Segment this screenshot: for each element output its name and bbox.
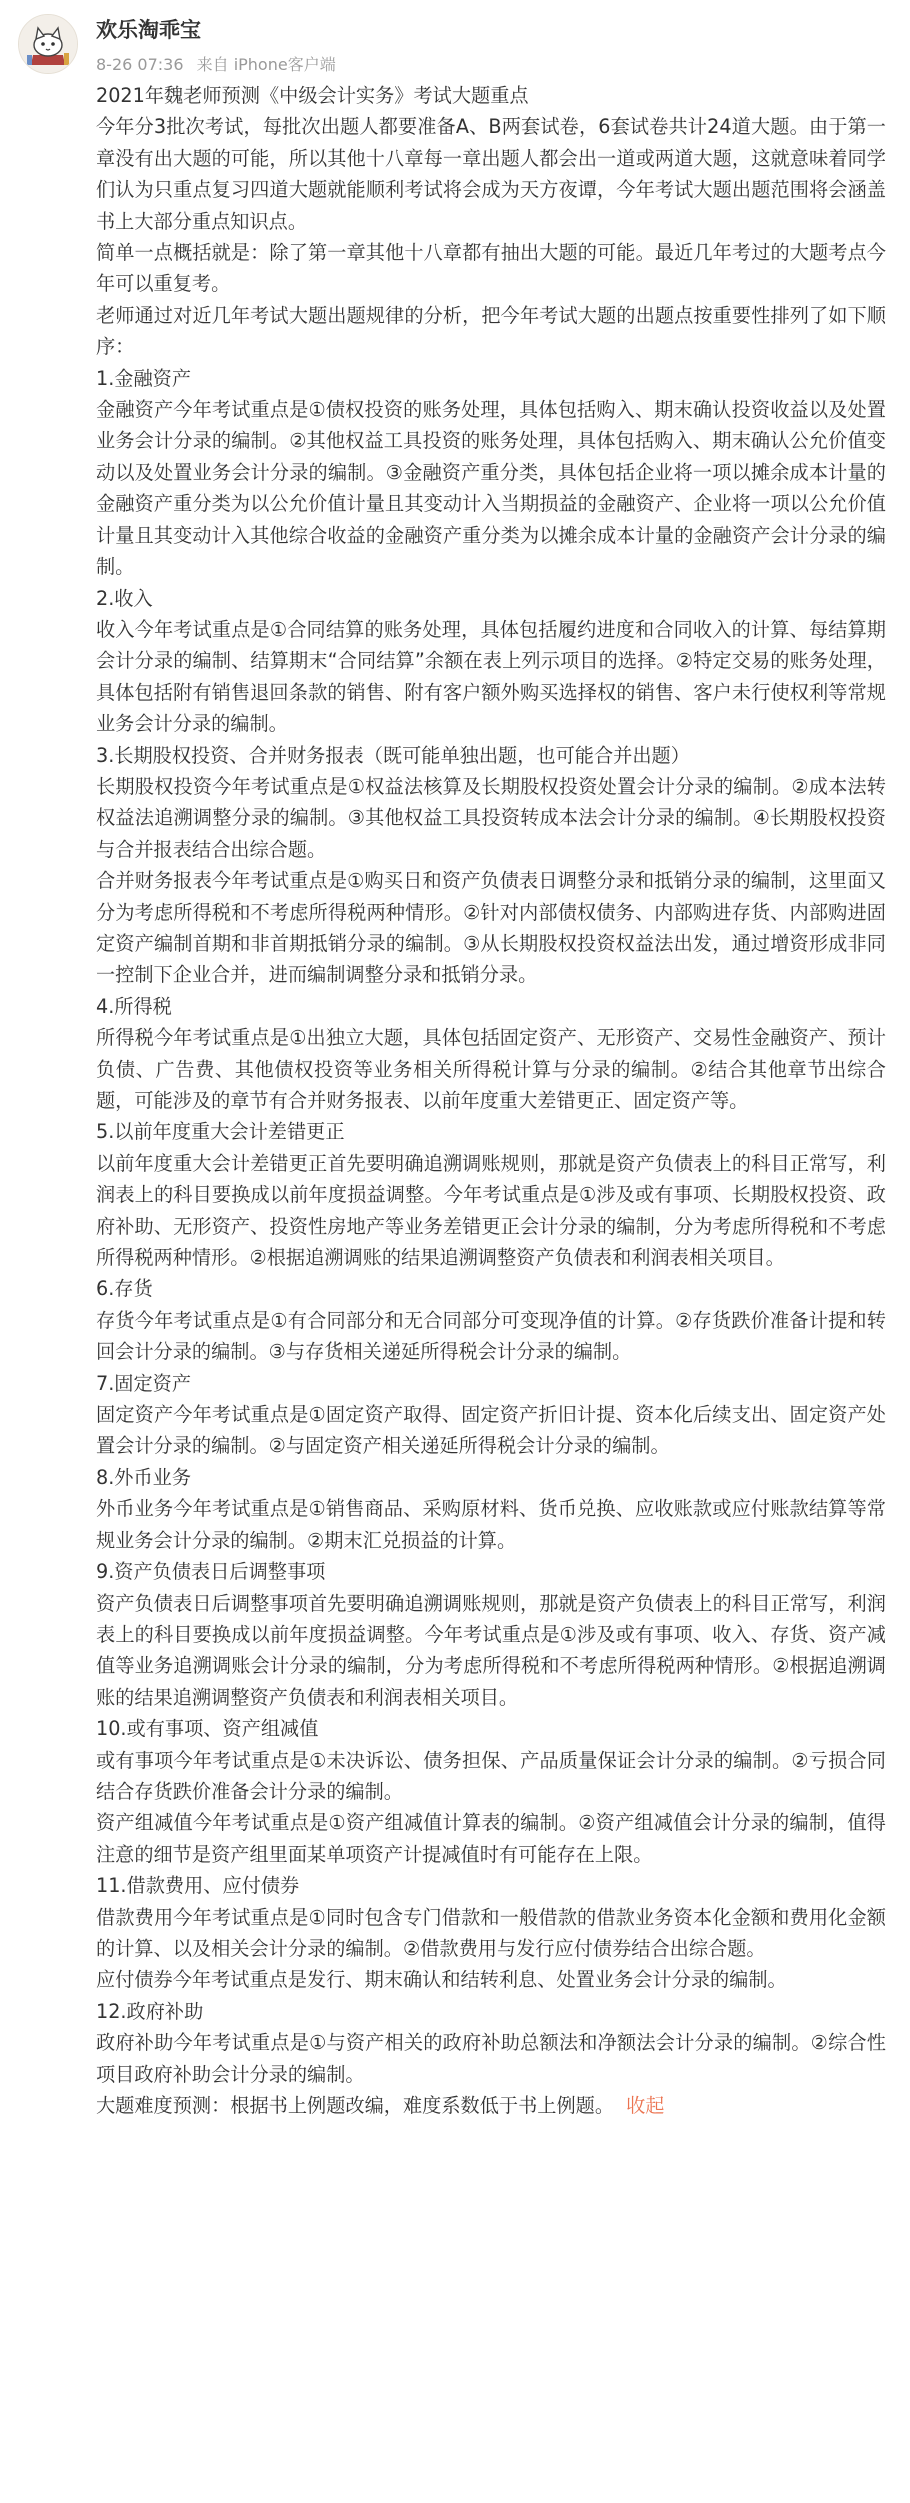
post-header	[0, 0, 910, 78]
paragraph: 外币业务今年考试重点是①销售商品、采购原材料、货币兑换、应收账款或应付账款结算等常规业务会计分录的编制。②期末汇兑损益的计算。	[96, 1497, 886, 1552]
avatar[interactable]	[18, 14, 78, 74]
section-heading: 4.所得税	[96, 994, 172, 1018]
paragraph: 固定资产今年考试重点是①固定资产取得、固定资产折旧计提、资本化后续支出、固定资产处置会计分录的编制。②与固定资产相关递延所得税会计分录的编制。	[96, 1403, 886, 1458]
post-meta	[96, 52, 344, 75]
paragraph: 资产负债表日后调整事项首先要明确追溯调账规则，那就是资产负债表上的科目正常写，利润表上的科目要换成以前年度损益调整。今年考试重点是①涉及或有事项、收入、存货、资产减值等业务追溯调账会计分录的编制，分为考虑所得税和不考虑所得税两种情形。②根据追溯调账的结果追溯调整资产负债表和利润表相关项目。	[96, 1591, 886, 1709]
collapse-link[interactable]: 收起	[626, 2094, 665, 2117]
paragraph: 所得税今年考试重点是①出独立大题，具体包括固定资产、无形资产、交易性金融资产、预计负债、广告费、其他债权投资等业务相关所得税计算与分录的编制。②结合其他章节出综合题，可能涉及的章节有合并财务报表、以前年度重大差错更正、固定资产等。	[96, 1026, 886, 1112]
paragraph: 以前年度重大会计差错更正首先要明确追溯调账规则，那就是资产负债表上的科目正常写，利润表上的科目要换成以前年度损益调整。今年考试重点是①涉及或有事项、长期股权投资、政府补助、无形资产、投资性房地产等业务差错更正会计分录的编制，分为考虑所得税和不考虑所得税两种情形。②根据追溯调账的结果追溯调整资产负债表和利润表相关项目。	[96, 1151, 886, 1270]
section-heading: 3.长期股权投资、合并财务报表（既可能单独出题，也可能合并出题）	[96, 743, 690, 767]
section-heading: 2.收入	[96, 586, 153, 610]
cat-avatar-icon	[19, 15, 77, 73]
paragraph: 长期股权投资今年考试重点是①权益法核算及长期股权投资处置会计分录的编制。②成本法转权益法追溯调整分录的编制。③其他权益工具投资转成本法会计分录的编制。④长期股权投资与合并报表结合出综合题。	[96, 774, 886, 861]
closing-line	[96, 2090, 886, 2121]
paragraph: 简单一点概括就是：除了第一章其他十八章都有抽出大题的可能。最近几年考过的大题考点今年可以重复考。	[96, 241, 886, 296]
section-heading: 10.或有事项、资产组减值	[96, 1717, 319, 1741]
username[interactable]: 欢乐淘乖宝	[96, 18, 201, 42]
section-heading: 5.以前年度重大会计差错更正	[96, 1120, 345, 1144]
paragraph: 资产组减值今年考试重点是①资产组减值计算表的编制。②资产组减值会计分录的编制，值得注意的细节是资产组里面某单项资产计提减值时有可能存在上限。	[96, 1811, 886, 1866]
paragraph: 今年分3批次考试，每批次出题人都要准备A、B两套试卷，6套试卷共计24道大题。由于第一章没有出大题的可能，所以其他十八章每一章出题人都会出一道或两道大题，这就意味着同学们认为只重点复习四道大题就能顺利考试将会成为天方夜谭，今年考试大题出题范围将会涵盖书上大部分重点知识点。	[96, 115, 886, 233]
section-heading: 11.借款费用、应付债券	[96, 1874, 300, 1898]
paragraph: 应付债券今年考试重点是发行、期末确认和结转利息、处置业务会计分录的编制。	[96, 1968, 787, 1992]
section-heading: 1.金融资产	[96, 366, 192, 390]
post-time: 8-26 07:36	[96, 55, 184, 74]
section-heading: 6.存货	[96, 1277, 153, 1301]
paragraph: 金融资产今年考试重点是①债权投资的账务处理，具体包括购入、期末确认投资收益以及处置业务会计分录的编制。②其他权益工具投资的账务处理，具体包括购入、期末确认公允价值变动以及处置业务会计分录的编制。③金融资产重分类，具体包括企业将一项以摊余成本计量的金融资产重分类为以公允价值计量且其变动计入当期损益的金融资产、企业将一项以公允价值计量且其变动计入其他综合收益的金融资产重分类为以摊余成本计量的金融资产会计分录的编制。	[96, 398, 886, 579]
difficulty-prediction: 大题难度预测：根据书上例题改编，难度系数低于书上例题。	[96, 2094, 615, 2117]
section-heading: 7.固定资产	[96, 1371, 192, 1395]
section-heading: 9.资产负债表日后调整事项	[96, 1560, 326, 1584]
paragraph: 收入今年考试重点是①合同结算的账务处理，具体包括履约进度和合同收入的计算、每结算期会计分录的编制、结算期末“合同结算”余额在表上列示项目的选择。②特定交易的账务处理，具体包括附有销售退回条款的销售、附有客户额外购买选择权的销售、客户未行使权利等常规业务会计分录的编制。	[96, 617, 886, 736]
section-heading: 8.外币业务	[96, 1465, 192, 1489]
paragraph: 合并财务报表今年考试重点是①购买日和资产负债表日调整分录和抵销分录的编制，这里面又分为考虑所得税和不考虑所得税两种情形。②针对内部债权债务、内部购进存货、内部购进固定资产编制首期和非首期抵销分录的编制。③从长期股权投资权益法出发，通过增资形成非同一控制下企业合并，进而编制调整分录和抵销分录。	[96, 869, 886, 987]
paragraph: 政府补助今年考试重点是①与资产相关的政府补助总额法和净额法会计分录的编制。②综合性项目政府补助会计分录的编制。	[96, 2031, 886, 2086]
paragraph: 老师通过对近几年考试大题出题规律的分析，把今年考试大题的出题点按重要性排列了如下顺序：	[96, 303, 886, 359]
paragraph: 存货今年考试重点是①有合同部分和无合同部分可变现净值的计算。②存货跌价准备计提和转回会计分录的编制。③与存货相关递延所得税会计分录的编制。	[96, 1308, 886, 1364]
paragraph: 借款费用今年考试重点是①同时包含专门借款和一般借款的借款业务资本化金额和费用化金额的计算、以及相关会计分录的编制。②借款费用与发行应付债券结合出综合题。	[96, 1905, 886, 1960]
paragraph: 或有事项今年考试重点是①未决诉讼、债务担保、产品质量保证会计分录的编制。②亏损合同结合存货跌价准备会计分录的编制。	[96, 1748, 886, 1803]
post-source: 来自 iPhone客户端	[196, 55, 336, 74]
section-heading: 12.政府补助	[96, 1999, 204, 2023]
post-content	[96, 80, 886, 2121]
paragraph: 2021年魏老师预测《中级会计实务》考试大题重点	[96, 84, 529, 107]
